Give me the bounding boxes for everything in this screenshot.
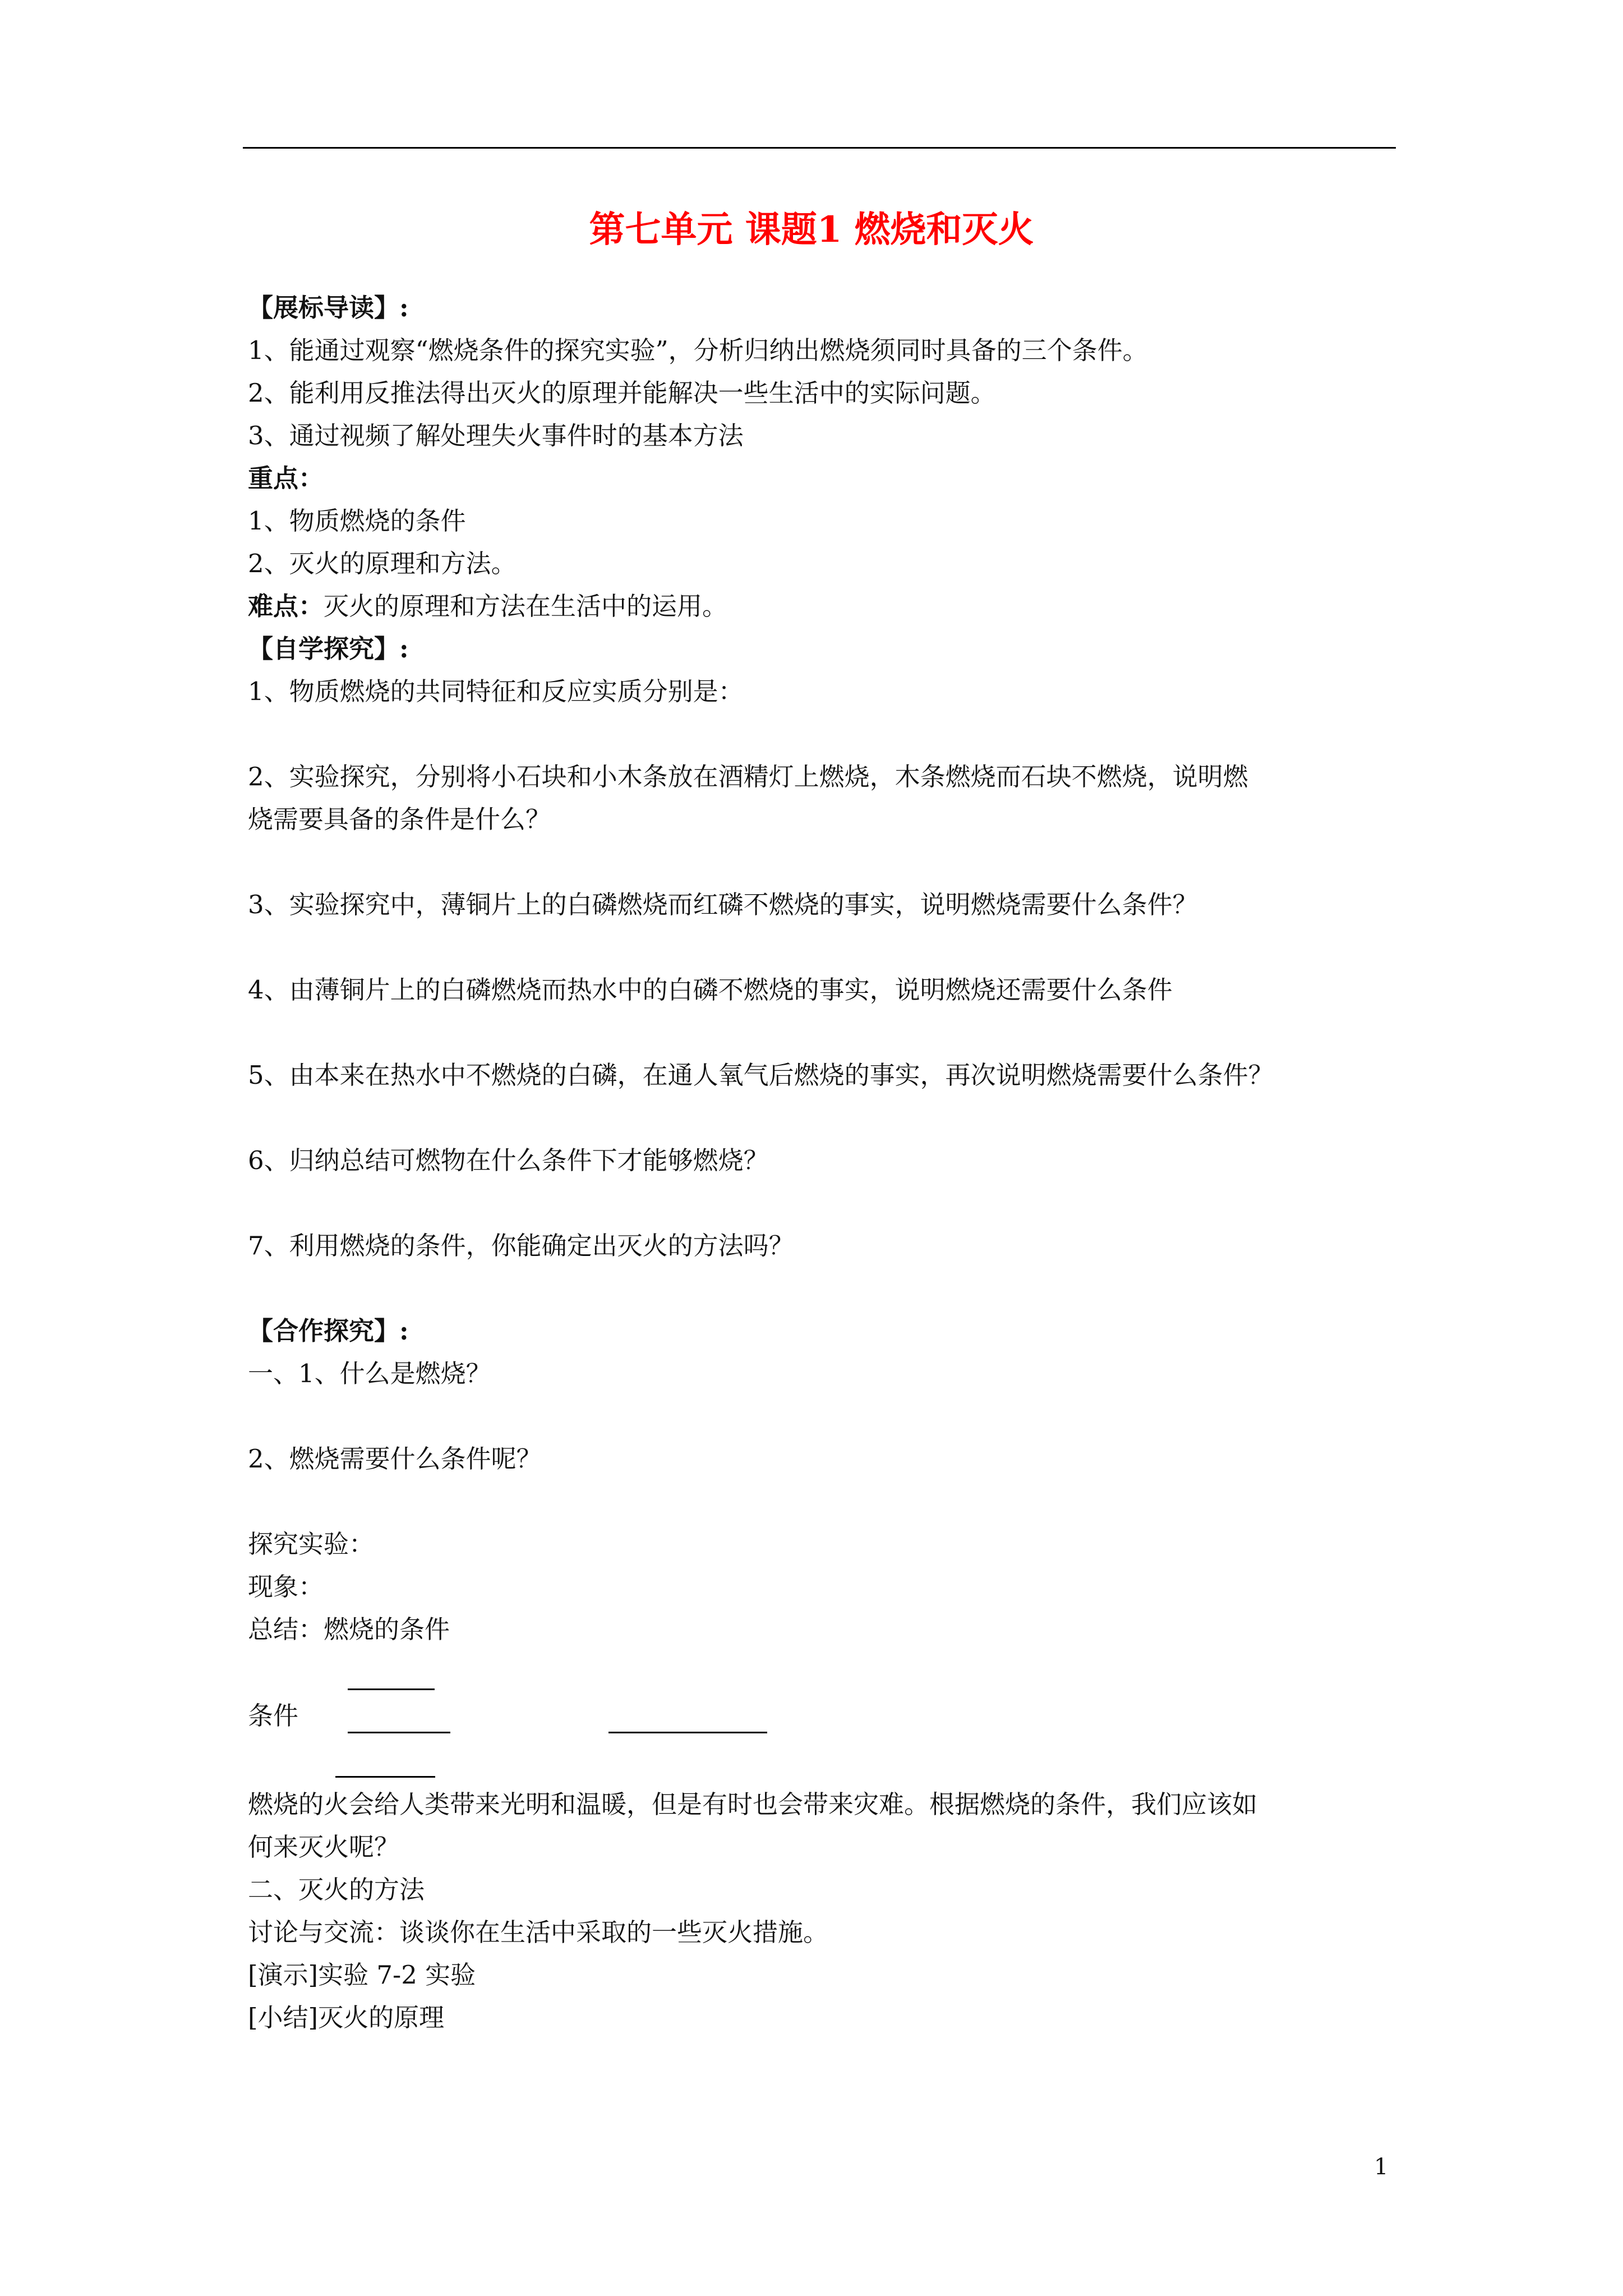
guide-item-3: 3、通过视频了解处理失火事件时的基本方法 bbox=[248, 421, 744, 450]
condition-blank-2 bbox=[348, 1732, 450, 1733]
page-title: 第七单元 课题1 燃烧和灭火 bbox=[589, 209, 1034, 251]
cooperation-q1: 一、1、什么是燃烧？ bbox=[248, 1359, 491, 1388]
self-study-q4: 4、由薄铜片上的白磷燃烧而热水中的白磷不燃烧的事实，说明燃烧还需要什么条件 bbox=[248, 975, 1173, 1005]
condition-blank-1 bbox=[348, 1688, 435, 1690]
self-study-q3: 3、实验探究中，薄铜片上的白磷燃烧而红磷不燃烧的事实，说明燃烧需要什么条件？ bbox=[248, 890, 1198, 919]
part2-heading: 二、灭火的方法 bbox=[248, 1875, 425, 1904]
header-rule bbox=[243, 147, 1396, 149]
page-number: 1 bbox=[1374, 2154, 1389, 2180]
difficulty-label: 难点： bbox=[248, 591, 324, 621]
self-study-q7: 7、利用燃烧的条件，你能确定出灭火的方法吗？ bbox=[248, 1231, 794, 1260]
section-heading-cooperation: 【合作探究】: bbox=[248, 1316, 409, 1346]
key-points-heading: 重点： bbox=[248, 463, 324, 493]
condition-blank-3 bbox=[335, 1776, 435, 1778]
condition-label: 条件 bbox=[248, 1701, 299, 1731]
guide-item-2: 2、能利用反推法得出灭火的原理并能解决一些生活中的实际问题。 bbox=[248, 378, 996, 408]
cooperation-q2: 2、燃烧需要什么条件呢？ bbox=[248, 1444, 542, 1474]
condition-blank-result bbox=[608, 1732, 767, 1733]
section-heading-guide: 【展标导读】: bbox=[248, 293, 409, 323]
experiment-label: 探究实验： bbox=[248, 1529, 375, 1559]
key-point-1: 1、物质燃烧的条件 bbox=[248, 506, 466, 536]
summary-label: 总结：燃烧的条件 bbox=[248, 1614, 450, 1644]
section-heading-self-study: 【自学探究】: bbox=[248, 634, 409, 664]
demo-line: [演示]实验 7-2 实验 bbox=[248, 1960, 476, 1990]
phenomenon-label: 现象： bbox=[248, 1572, 324, 1602]
self-study-q1: 1、物质燃烧的共同特征和反应实质分别是： bbox=[248, 677, 744, 706]
conclusion-line: [小结]灭火的原理 bbox=[248, 2003, 445, 2032]
paragraph-line2: 何来灭火呢？ bbox=[248, 1832, 400, 1862]
difficulty-line bbox=[248, 591, 727, 622]
key-point-2: 2、灭火的原理和方法。 bbox=[248, 549, 517, 578]
difficulty-text: 灭火的原理和方法在生活中的运用。 bbox=[324, 591, 728, 621]
self-study-q6: 6、归纳总结可燃物在什么条件下才能够燃烧？ bbox=[248, 1145, 769, 1175]
discussion-line: 讨论与交流：谈谈你在生活中采取的一些灭火措施。 bbox=[248, 1917, 829, 1947]
guide-item-1: 1、能通过观察“燃烧条件的探究实验”，分析归纳出燃烧须同时具备的三个条件。 bbox=[248, 335, 1148, 365]
paragraph-line1: 燃烧的火会给人类带来光明和温暖，但是有时也会带来灾难。根据燃烧的条件，我们应该如 bbox=[248, 1789, 1258, 1819]
self-study-q2-line1: 2、实验探究，分别将小石块和小木条放在酒精灯上燃烧，木条燃烧而石块不燃烧，说明燃 bbox=[248, 762, 1248, 792]
self-study-q2-line2: 烧需要具备的条件是什么？ bbox=[248, 804, 551, 834]
self-study-q5: 5、由本来在热水中不燃烧的白磷，在通人氧气后燃烧的事实，再次说明燃烧需要什么条件？ bbox=[248, 1060, 1274, 1090]
